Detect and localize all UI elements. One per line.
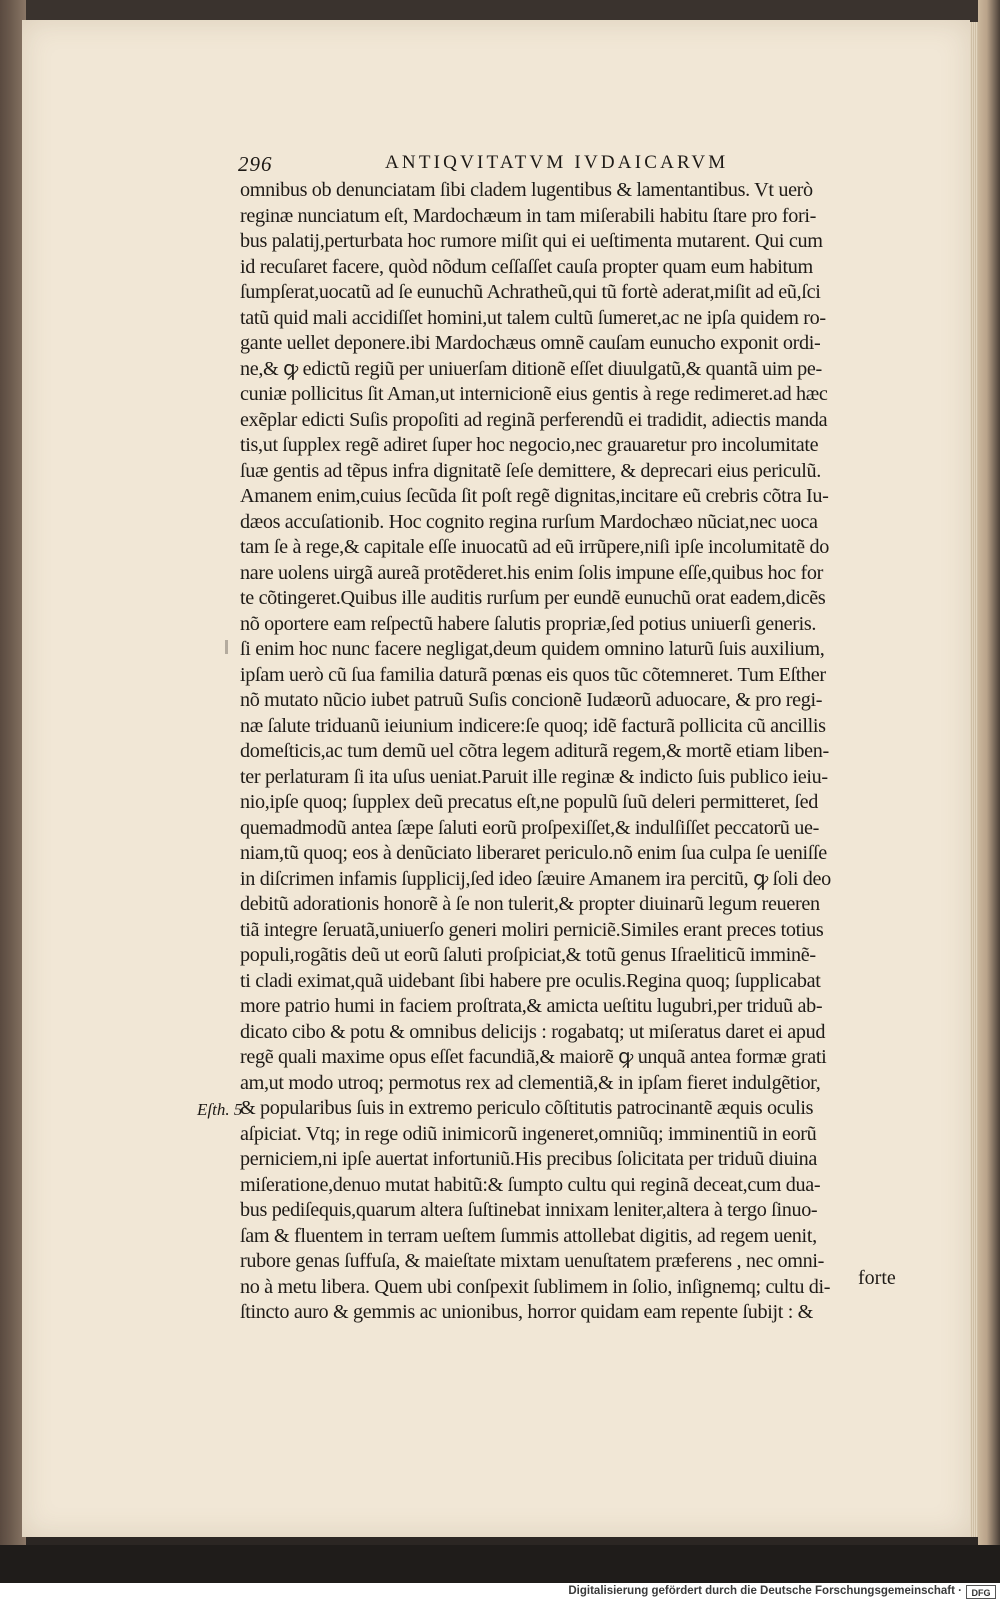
text-line: ſtincto auro & gemmis ac unionibus, horror quidam eam repente ſubijt : & (240, 1301, 814, 1323)
text-line: exẽplar edicti Suſis propoſiti ad reginã perferendũ ei tradidit, adiectis manda (240, 408, 828, 431)
margin-note: Eſth. 5 (197, 1100, 243, 1119)
text-line: tam ſe à rege,& capitale eſſe inuocatũ ad eũ irrũpere,niſi ipſe incolumitatẽ do (240, 536, 829, 558)
text-line: domeſticis,ac tum demũ uel cõtra legem aditurã regem,& mortẽ etiam liben- (240, 740, 829, 762)
text-line: am,ut modo utroq; permotus rex ad clementiã,& in ipſam fieret indulgẽtior, (240, 1071, 821, 1094)
text-line: populi,rogãtis deũ ut eorũ ſaluti proſpiciat,& totũ genus Iſraeliticũ imminẽ- (240, 944, 816, 966)
text-line: & popularibus ſuis in extremo periculo cõſtitutis patrocinantẽ æquis oculis (240, 1097, 814, 1119)
text-line: regẽ quali maxime opus eſſet facundiã,& maiorẽ ꝙ unquã antea formæ grati (240, 1046, 827, 1068)
text-line: no à metu libera. Quem ubi conſpexit ſublimem in ſolio, inſignemq; cultu di- (240, 1275, 831, 1298)
text-line: perniciem,ni ipſe auertat infortuniũ.His precibus ſolicitata per triduũ diuina (240, 1148, 818, 1170)
text-line: dæos accuſationib. Hoc cognito regina rurſum Mardochæo nũciat,nec uoca (240, 510, 818, 533)
text-line: ſumpſerat,uocatũ ad ſe eunuchũ Achratheũ,qui tũ fortè aderat,miſit ad eũ,ſci (240, 281, 821, 303)
text-line: rubore genas ſuffuſa, & maieſtate mixtam uenuſtatem præferens , nec omni- (240, 1250, 824, 1272)
running-head (238, 152, 798, 178)
text-line: ſi enim hoc nunc facere negligat,deum quidem omnino laturũ ſuis auxilium, (240, 638, 825, 660)
text-line: aſpiciat. Vtq; in rege odiũ inimicorũ ingeneret,omniũq; imminentiũ in eorũ (240, 1122, 817, 1145)
running-title: ANTIQVITATVM IVDAICARVM (385, 152, 729, 173)
scan-bottom-band (0, 1545, 1000, 1583)
catchword: forte (858, 1267, 896, 1289)
page-number: 296 (238, 152, 273, 176)
text-line: reginæ nunciatum eſt, Mardochæum in tam miſerabili habitu ſtare pro fori- (240, 204, 816, 227)
book-cover-right (978, 0, 1000, 1545)
text-line: te cõtingeret.Quibus ille auditis rurſum per eundẽ eunuchũ orat eadem,dicẽs (240, 587, 826, 609)
book-cover-top (0, 0, 1000, 22)
text-line: bus pediſequis,quarum altera ſuſtinebat innixam leniter,altera à tergo ſinuo- (240, 1199, 818, 1221)
text-line: ter perlaturam ſi ita uſus ueniat.Paruit ille reginæ & indicto ſuis publico ieiu- (240, 765, 828, 788)
text-line: næ ſalute triduanũ ieiunium indicere:ſe quoq; idẽ facturã pollicita cũ ancillis (240, 714, 826, 737)
text-line: bus palatij,perturbata hoc rumore miſit qui ei ueſtimenta mutarent. Qui cum (240, 230, 823, 252)
text-line: nio,ipſe quoq; ſupplex deũ precatus eſt,ne populũ ſuũ deleri permitteret, ſed (240, 791, 818, 813)
text-line: id recuſaret facere, quòd nõdum ceſſaſſet cauſa propter quam eum habitum (240, 255, 813, 278)
text-line: nõ oportere eam reſpectũ habere ſalutis propriæ,ſed potius uniuerſi generis. (240, 612, 817, 635)
text-line: more patrio humi in faciem proſtrata,& amicta ueſtitu lugubri,per triduũ ab- (240, 995, 823, 1017)
text-line: omnibus ob denunciatam ſibi cladem lugentibus & lamentantibus. Vt uerò (240, 179, 813, 201)
text-line: dicato cibo & potu & omnibus delicijs : rogabatq; ut miſeratus daret ei apud (240, 1020, 826, 1043)
footer-credit: Digitalisierung gefördert durch die Deutsche Forschungsgemeinschaft · (568, 1585, 962, 1597)
pencil-mark (225, 640, 228, 654)
footer-bar (0, 1583, 1000, 1602)
dfg-logo: DFG (966, 1585, 996, 1599)
text-line: nare uolens uirgã aureã protẽderet.his enim ſolis impune eſſe,quibus hoc for (240, 561, 823, 584)
text-line: ſuæ gentis ad tẽpus infra dignitatẽ ſeſe demittere, & deprecari eius periculũ. (240, 459, 821, 482)
text-line: tatũ quid mali accidiſſet homini,ut talem cultũ ſumeret,ac ne ipſa quidem ro- (240, 306, 826, 329)
text-line: gante uellet deponere.ibi Mardochæus omnẽ cauſam eunucho exponit ordi- (240, 332, 821, 354)
text-line: debitũ adorationis honorẽ à ſe non tulerit,& propter diuinarũ legum reueren (240, 893, 820, 915)
text-line: ne,& ꝙ edictũ regiũ per uniuerſam ditionẽ eſſet diuulgatũ,& quantã uim pe- (240, 357, 822, 380)
text-line: quemadmodũ antea ſæpe ſaluti eorũ proſpexiſſet,& indulſiſſet peccatorũ ue- (240, 816, 819, 839)
body-text (240, 178, 910, 1326)
text-line: tiã integre ſeruatã,uniuerſo generi moliri perniciẽ.Similes erant preces totius (240, 918, 824, 941)
text-line: ipſam uerò cũ ſua familia daturã pœnas eis quos tũc cõtemneret. Tum Eſther (240, 663, 826, 686)
text-line: in diſcrimen infamis ſupplicij,ſed ideo ſæuire Amanem ira percitũ, ꝙ ſoli deo (240, 867, 831, 890)
text-line: niam,tũ quoq; eos à denũciato liberaret periculo.nõ enim ſua culpa ſe ueniſſe (240, 842, 827, 864)
text-line: miſeratione,denuo mutat habitũ:& ſumpto cultu qui reginã deceat,cum dua- (240, 1173, 821, 1196)
text-line: ti cladi eximat,quã uidebant ſibi habere pre oculis.Regina quoq; ſupplicabat (240, 969, 821, 992)
text-line: nõ mutato nũcio iubet patruũ Suſis concionẽ Iudæorũ aduocare, & pro regi- (240, 689, 823, 711)
text-line: Amanem enim,cuius ſecũda ſit poſt regẽ dignitas,incitare eũ crebris cõtra Iu- (240, 485, 829, 507)
text-line: tis,ut ſupplex regẽ adiret ſuper hoc negocio,nec grauaretur pro incolumitate (240, 434, 819, 456)
text-line: ſam & fluentem in terram ueſtem ſummis attollebat digitis, ad regem uenit, (240, 1224, 817, 1247)
text-line: cuniæ pollicitus ſit Aman,ut internicionẽ eius gentis à rege redimeret.ad hæc (240, 383, 828, 405)
